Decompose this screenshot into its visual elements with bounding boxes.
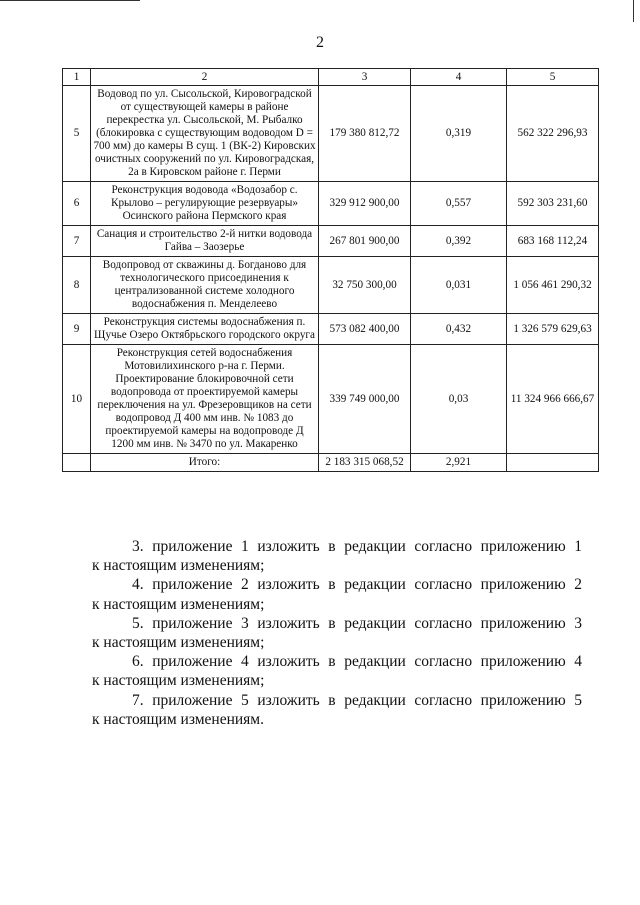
- header-cell: 4: [411, 69, 507, 86]
- cost-per-km-cell: 1 326 579 629,63: [507, 314, 599, 345]
- description-cell: Реконструкция водовода «Водозабор с. Крылово – регулирующие резервуары» Осинского района Пермского края: [91, 182, 319, 226]
- paragraph-second-line: к настоящим изменениям;: [92, 634, 265, 652]
- total-cost-cell: 2 183 315 068,52: [319, 454, 411, 472]
- header-cell: 5: [507, 69, 599, 86]
- header-cell: 2: [91, 69, 319, 86]
- row-number-cell: 8: [63, 257, 91, 314]
- table-total-row: [63, 454, 599, 472]
- cost-cell: 32 750 300,00: [319, 257, 411, 314]
- description-cell: Реконструкция системы водоснабжения п. Щучье Озеро Октябрьского городского округа: [91, 314, 319, 345]
- description-cell: Реконструкция сетей водоснабжения Мотовилихинского р-на г. Перми. Проектирование блокировочной сети водопровода от проектируемой камеры переключения на ул. Фрезеровщиков на сети водопровод Д 400 мм инв. № 1083 до проектируемой камеры на водопроводе Д 1200 мм инв. № 3470 по ул. Макаренко: [91, 345, 319, 454]
- paragraph-first-line: 6. приложение 4 изложить в редакции согласно приложению 4: [132, 653, 582, 671]
- row-number-cell: 7: [63, 226, 91, 257]
- scan-edge-top: [0, 0, 140, 1]
- length-cell: 0,432: [411, 314, 507, 345]
- description-cell: Санация и строительство 2-й нитки водовода Гайва – Заозерье: [91, 226, 319, 257]
- paragraph-first-line: 5. приложение 3 изложить в редакции согласно приложению 3: [132, 614, 582, 632]
- cost-per-km-cell: 11 324 966 666,67: [507, 345, 599, 454]
- paragraph-first-line: 3. приложение 1 изложить в редакции согласно приложению 1: [132, 538, 582, 555]
- paragraph-second-line: к настоящим изменениям.: [92, 710, 264, 728]
- total-empty-cell: [507, 454, 599, 472]
- length-cell: 0,557: [411, 182, 507, 226]
- cost-cell: 329 912 900,00: [319, 182, 411, 226]
- cost-cell: 267 801 900,00: [319, 226, 411, 257]
- paragraph-second-line: к настоящим изменениям;: [92, 557, 265, 575]
- header-cell: 1: [63, 69, 91, 86]
- row-number-cell: 5: [63, 86, 91, 182]
- cost-per-km-cell: 1 056 461 290,32: [507, 257, 599, 314]
- amendment-paragraphs: [92, 537, 582, 729]
- total-empty-cell: [63, 454, 91, 472]
- description-cell: Водопровод от скважины д. Богданово для технологического присоединения к централизованной системе холодного водоснабжения п. Менделеево: [91, 257, 319, 314]
- total-length-cell: 2,921: [411, 454, 507, 472]
- table-header-row: [63, 69, 599, 86]
- cost-cell: 179 380 812,72: [319, 86, 411, 182]
- table-row: [63, 86, 599, 182]
- document-table: [62, 68, 599, 472]
- cost-per-km-cell: 683 168 112,24: [507, 226, 599, 257]
- paragraph-first-line: 4. приложение 2 изложить в редакции согласно приложению 2: [132, 576, 582, 594]
- paragraph-second-line: к настоящим изменениям;: [92, 672, 265, 690]
- table-row: [63, 182, 599, 226]
- page-number: 2: [316, 34, 324, 51]
- length-cell: 0,031: [411, 257, 507, 314]
- row-number-cell: 9: [63, 314, 91, 345]
- amendment-paragraph: [92, 537, 582, 575]
- paragraph-second-line: к настоящим изменениям;: [92, 595, 265, 613]
- description-cell: Водовод по ул. Сысольской, Кировоградской от существующей камеры в районе перекрестка ул. Сысольской, М. Рыбалко (блокировка с существующим водоводом D = 700 мм) до камеры В сущ. 1 (ВК-2) Кировских очистных сооружений по ул. Кировоградская, 2а в Кировском районе г. Перми: [91, 86, 319, 182]
- table-body: [63, 69, 599, 472]
- cost-cell: 339 749 000,00: [319, 345, 411, 454]
- row-number-cell: 10: [63, 345, 91, 454]
- table-row: [63, 345, 599, 454]
- scan-edge-right: [633, 0, 634, 22]
- amendment-paragraph: [92, 691, 582, 729]
- length-cell: 0,03: [411, 345, 507, 454]
- table-row: [63, 226, 599, 257]
- amendment-paragraph: [92, 575, 582, 613]
- amendment-paragraph: [92, 652, 582, 690]
- amendment-paragraph: [92, 614, 582, 652]
- total-label-cell: Итого:: [91, 454, 319, 472]
- header-cell: 3: [319, 69, 411, 86]
- cost-cell: 573 082 400,00: [319, 314, 411, 345]
- length-cell: 0,392: [411, 226, 507, 257]
- paragraph-first-line: 7. приложение 5 изложить в редакции согласно приложению 5: [132, 691, 582, 709]
- cost-per-km-cell: 562 322 296,93: [507, 86, 599, 182]
- cost-per-km-cell: 592 303 231,60: [507, 182, 599, 226]
- row-number-cell: 6: [63, 182, 91, 226]
- table-row: [63, 257, 599, 314]
- length-cell: 0,319: [411, 86, 507, 182]
- table-row: [63, 314, 599, 345]
